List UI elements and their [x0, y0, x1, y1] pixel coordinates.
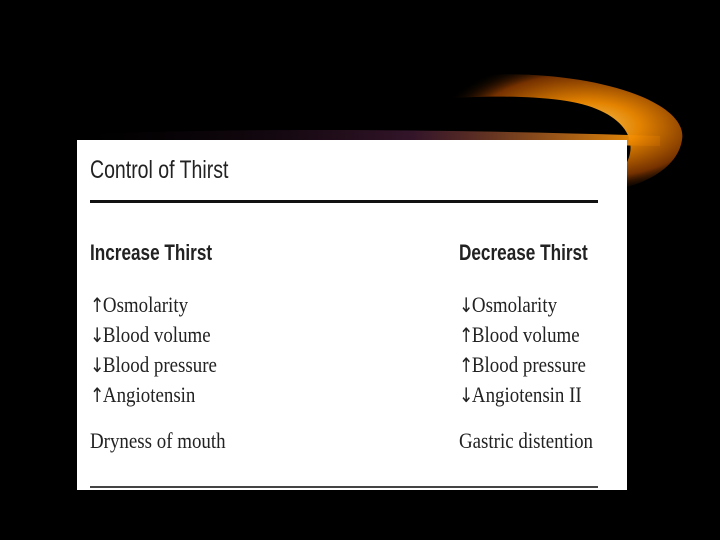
arrow-icon: ↑ — [459, 323, 474, 347]
list-item — [90, 350, 226, 380]
table-title: Control of Thirst — [90, 156, 229, 184]
top-rule — [90, 200, 598, 203]
factor-label: Blood pressure — [471, 352, 586, 377]
decrease-extra: Gastric distention — [459, 428, 593, 453]
increase-heading: Increase Thirst — [90, 240, 213, 265]
arrow-icon: ↑ — [459, 353, 474, 377]
factor-label: Angiotensin II — [471, 382, 582, 407]
decrease-column — [459, 240, 624, 454]
factor-label: Blood volume — [471, 322, 580, 347]
list-item — [459, 320, 601, 350]
arrow-icon: ↓ — [459, 293, 474, 317]
increase-extra: Dryness of mouth — [90, 428, 226, 453]
thirst-table-card — [77, 140, 627, 490]
factor-label: Blood pressure — [102, 352, 217, 377]
list-item — [90, 290, 226, 320]
factor-label: Osmolarity — [471, 292, 558, 317]
list-item — [459, 290, 601, 320]
list-item — [459, 350, 601, 380]
decrease-heading: Decrease Thirst — [459, 240, 588, 265]
decrease-list — [459, 290, 624, 410]
list-item — [459, 380, 601, 410]
factor-label: Angiotensin — [102, 382, 196, 407]
arrow-icon: ↑ — [90, 293, 105, 317]
arrow-icon: ↑ — [90, 383, 105, 407]
arrow-icon: ↓ — [90, 353, 105, 377]
bottom-rule — [90, 486, 598, 488]
arrow-icon: ↓ — [90, 323, 105, 347]
arrow-icon: ↓ — [459, 383, 474, 407]
increase-column — [90, 240, 248, 454]
factor-label: Osmolarity — [102, 292, 189, 317]
list-item — [90, 380, 226, 410]
increase-list — [90, 290, 248, 410]
factor-label: Blood volume — [102, 322, 211, 347]
list-item — [90, 320, 226, 350]
